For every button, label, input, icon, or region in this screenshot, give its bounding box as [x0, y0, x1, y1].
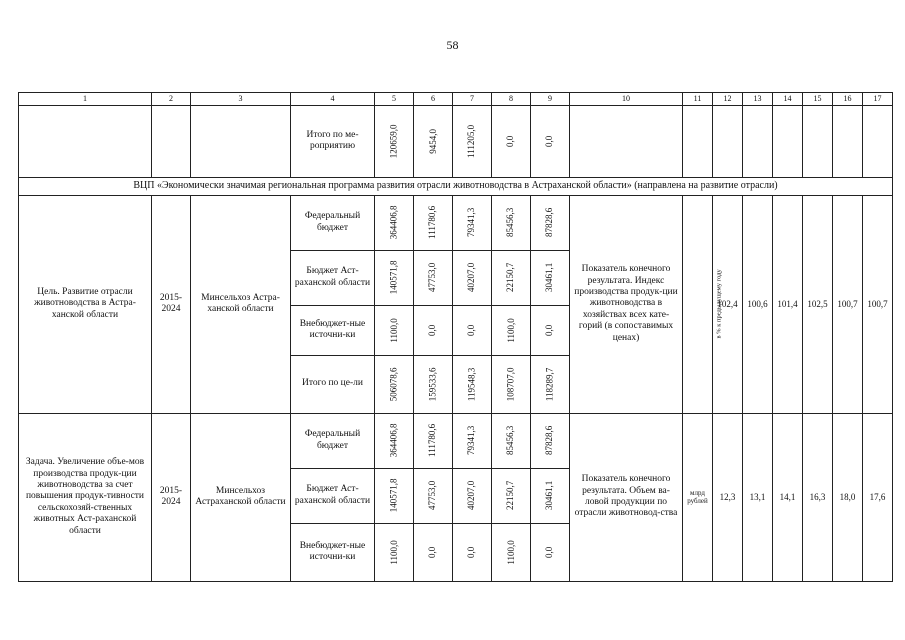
col-header: 13: [743, 93, 773, 106]
section-title: ВЦП «Экономически значимая региональная программа развития отрасли животноводства в Астраханской области» (направлена на развитие отрасли): [19, 177, 893, 195]
source-label: Бюджет Аст-раханской области: [291, 468, 375, 523]
amount: 9454,0: [427, 128, 438, 154]
year-value: 100,6: [743, 195, 773, 413]
amount: 40207,0: [466, 480, 477, 511]
source-label: Федеральный бюджет: [291, 195, 375, 250]
col-header: 14: [773, 93, 803, 106]
amount: 118289,7: [544, 367, 555, 401]
col-header: 16: [833, 93, 863, 106]
year-value: 100,7: [833, 195, 863, 413]
source-label: Итого по це-ли: [291, 355, 375, 413]
amount: 87828,6: [544, 207, 555, 238]
column-number-row: [19, 93, 893, 106]
task-executor: Минсельхоз Астраханской области: [191, 413, 291, 581]
amount: 85456,3: [505, 425, 516, 456]
amount: 22150,7: [505, 262, 516, 293]
year-value: 18,0: [833, 413, 863, 581]
amount: 159533,6: [427, 367, 438, 401]
amount: 30461,1: [544, 262, 555, 293]
col-header: 6: [414, 93, 453, 106]
amount: 87828,6: [544, 425, 555, 456]
col-header: 3: [191, 93, 291, 106]
col-header: 7: [453, 93, 492, 106]
col-header: 10: [570, 93, 683, 106]
year-value: 16,3: [803, 413, 833, 581]
amount: 85456,3: [505, 207, 516, 238]
amount: 111780,6: [427, 206, 438, 240]
goal-name: Цель. Развитие отрасли животноводства в Астра-ханской области: [19, 195, 152, 413]
section-title-row: [19, 177, 893, 195]
task-row-1: [19, 413, 893, 468]
task-name: Задача. Увеличение объе-мов производства продук-ции животноводства за счет повышения продук-тивности сельскохозяй-ственных животных Аст-раханской области: [19, 413, 152, 581]
year-value: 12,3: [713, 413, 743, 581]
col-header: 4: [291, 93, 375, 106]
col-header: 15: [803, 93, 833, 106]
year-value: 100,7: [863, 195, 893, 413]
col-header: 8: [492, 93, 531, 106]
col-header: 17: [863, 93, 893, 106]
col-header: 11: [683, 93, 713, 106]
amount: 1100,0: [505, 539, 516, 565]
task-unit: млрд рублей: [683, 413, 713, 581]
col-header: 1: [19, 93, 152, 106]
amount: 364406,8: [388, 423, 399, 458]
task-indicator: Показатель конечного результата. Объем ва-ловой продукции по отрасли животновод-ства: [570, 413, 683, 581]
amount: 0,0: [544, 135, 555, 147]
source-label: Бюджет Аст-раханской области: [291, 250, 375, 305]
amount: 1100,0: [388, 317, 399, 343]
year-value: 102,5: [803, 195, 833, 413]
source-label: Внебюджет-ные источни-ки: [291, 305, 375, 355]
amount: 47753,0: [427, 262, 438, 293]
amount: 30461,1: [544, 480, 555, 511]
amount: 111205,0: [466, 124, 477, 158]
amount: 0,0: [544, 324, 555, 336]
col-header: 5: [375, 93, 414, 106]
amount: 111780,6: [427, 424, 438, 458]
amount: 0,0: [466, 546, 477, 558]
goal-executor: Минсельхоз Астра-ханской области: [191, 195, 291, 413]
event-total-row: [19, 105, 893, 177]
amount: 0,0: [466, 324, 477, 336]
source-label: Итого по ме-роприятию: [291, 105, 375, 177]
source-label: Федеральный бюджет: [291, 413, 375, 468]
amount: 364406,8: [388, 205, 399, 240]
amount: 79341,3: [466, 207, 477, 238]
year-value: 102,4: [713, 195, 743, 413]
amount: 1100,0: [505, 317, 516, 343]
amount: 119548,3: [466, 367, 477, 401]
amount: 120659,0: [388, 124, 399, 158]
year-value: 17,6: [863, 413, 893, 581]
col-header: 9: [531, 93, 570, 106]
amount: 0,0: [544, 546, 555, 558]
amount: 0,0: [427, 324, 438, 336]
year-value: 14,1: [773, 413, 803, 581]
amount: 40207,0: [466, 262, 477, 293]
amount: 47753,0: [427, 480, 438, 511]
goal-unit: в % к предыдущему году: [715, 269, 723, 339]
amount: 0,0: [427, 546, 438, 558]
amount: 79341,3: [466, 425, 477, 456]
amount: 506078,6: [388, 367, 399, 401]
task-period: 2015-2024: [152, 413, 191, 581]
amount: 1100,0: [388, 539, 399, 565]
amount: 0,0: [505, 135, 516, 147]
page-number: 58: [446, 38, 459, 52]
goal-period: 2015-2024: [152, 195, 191, 413]
goal-row-1: [19, 195, 893, 250]
program-table: [18, 92, 893, 582]
amount: 22150,7: [505, 480, 516, 511]
amount: 140571,8: [388, 260, 399, 295]
goal-indicator: Показатель конечного результата. Индекс производства продук-ции животноводства в хозяйствах всех кате-горий (в сопоставимых ценах): [570, 195, 683, 413]
col-header: 2: [152, 93, 191, 106]
col-header: 12: [713, 93, 743, 106]
amount: 108707,0: [505, 367, 516, 401]
source-label: Внебюджет-ные источни-ки: [291, 523, 375, 581]
year-value: 13,1: [743, 413, 773, 581]
amount: 140571,8: [388, 478, 399, 513]
year-value: 101,4: [773, 195, 803, 413]
